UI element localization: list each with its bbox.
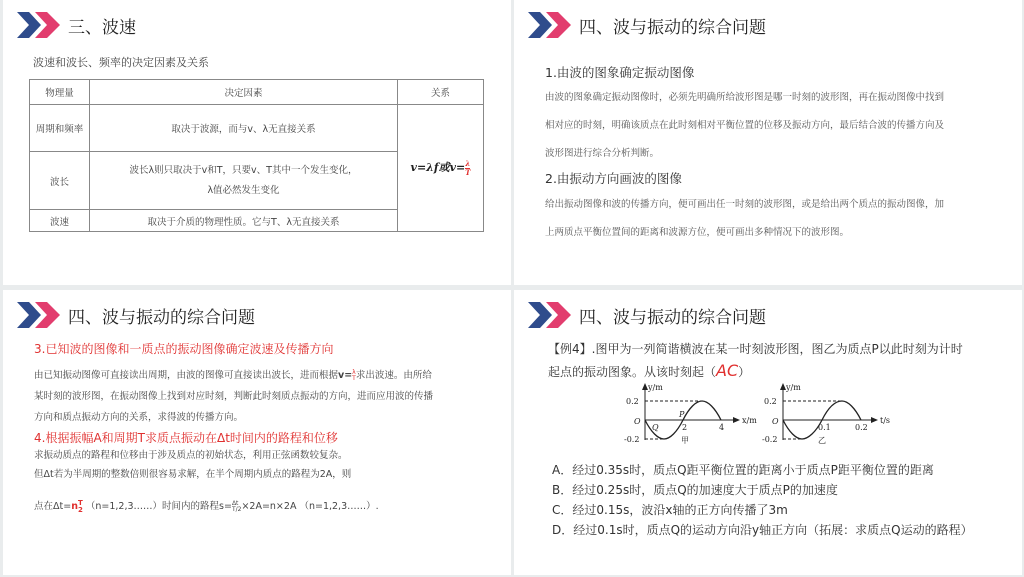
- svg-text:Q: Q: [652, 423, 659, 432]
- svg-text:乙: 乙: [818, 436, 826, 444]
- svg-text:0.2: 0.2: [855, 423, 868, 432]
- table-cell: 取决于介质的物理性质。它与T、λ无直接关系: [90, 210, 398, 232]
- option-c: C．经过0.15s，波沿x轴的正方向传播了3m: [552, 503, 788, 517]
- slide-title: 四、波与振动的综合问题: [579, 18, 766, 38]
- slide-wave-speed: [3, 0, 511, 285]
- vibration-graph-yi: [762, 382, 902, 444]
- svg-text:P: P: [679, 410, 685, 419]
- svg-text:0.1: 0.1: [818, 423, 831, 432]
- answer-options: [552, 460, 973, 540]
- table-cell: 波长λ则只取决于v和T，只要v、T其中一个发生变化， λ值必然发生变化: [90, 152, 398, 210]
- svg-text:0.2: 0.2: [626, 397, 639, 406]
- svg-text:y/m: y/m: [648, 383, 663, 392]
- header-relation: 关系: [398, 80, 484, 105]
- svg-text:2: 2: [682, 423, 688, 432]
- table-cell: 波速: [30, 210, 90, 232]
- table-cell: 取决于波源，而与v、λ无直接关系: [90, 105, 398, 152]
- wave-graph-jia: [624, 382, 774, 444]
- slide-title: 三、波速: [68, 18, 136, 38]
- paragraph-3: 由已知振动图像可直接读出周期，由波的图像可直接读出波长，进而根据v= λ T 求出波速。由所给 某时刻的波形图，在振动图像上找到对应时刻，判断此时刻质点振动的方向，进而应用波的传播 方向和质点振动方向的关系，求得波的传播方向。: [34, 368, 434, 423]
- option-a: A．经过0.35s时，质点Q距平衡位置的距离小于质点P距平衡位置的距离: [552, 463, 934, 477]
- svg-text:O: O: [772, 417, 779, 426]
- svg-text:甲: 甲: [681, 436, 689, 444]
- svg-text:x/m: x/m: [742, 416, 757, 425]
- option-d: D．经过0.1s时，质点Q的运动方向沿y轴正方向（拓展：求质点Q运动的路程）: [552, 523, 973, 537]
- paragraph-1: 由波的图象确定振动图像时，必须先明确所给波形图是哪一时刻的波形图，再在振动图像中找到 相对应的时刻，明确该质点在此时刻相对平衡位置的位移及振动方向，最后结合波的传播方向及 波形图进行综合分析判断。: [545, 92, 945, 159]
- heading-2: 2.由振动方向画波的图像: [545, 171, 682, 186]
- heading-1: 1.由波的图象确定振动图像: [545, 65, 695, 80]
- relation-formula: v=λf或v= $\frac{\lambda}{T}$: [398, 105, 484, 232]
- svg-text:-0.2: -0.2: [624, 435, 640, 444]
- paragraph-2: 给出振动图像和波的传播方向，便可画出任一时刻的波形图，或是给出两个质点的振动图像，加 上两质点平衡位置间的距离和波源方位，便可画出多种情况下的波形图。: [545, 199, 945, 238]
- table-cell: 周期和频率: [30, 105, 90, 152]
- slide-title: 四、波与振动的综合问题: [579, 308, 766, 328]
- slide-wave-vibration-1: [514, 0, 1022, 285]
- heading-3: 3.已知波的图像和一质点的振动图像确定波速及传播方向: [34, 342, 334, 356]
- header-factor: 决定因素: [90, 80, 398, 105]
- chevron-logo-icon: [17, 302, 61, 328]
- wave-table: [29, 79, 484, 232]
- chevron-logo-icon: [528, 302, 572, 328]
- slide-example-4: [514, 290, 1022, 575]
- chevron-logo-icon: [528, 12, 572, 38]
- svg-text:y/m: y/m: [786, 383, 801, 392]
- header-quantity: 物理量: [30, 80, 90, 105]
- slide-wave-vibration-2: [3, 290, 511, 575]
- paragraph-4: 求振动质点的路程和位移由于涉及质点的初始状态，利用正弦函数较复杂。 但Δt若为半周期的整数倍则很容易求解，在半个周期内质点的路程为2A，则: [34, 450, 352, 480]
- answer: AC: [716, 361, 739, 380]
- slide-title: 四、波与振动的综合问题: [68, 308, 255, 328]
- option-b: B．经过0.25s时，质点Q的加速度大于质点P的加速度: [552, 483, 838, 497]
- chevron-logo-icon: [17, 12, 61, 38]
- question-text: 【例4】.图甲为一列简谐横波在某一时刻波形图，图乙为质点P以此时刻为计时 起点的振动图象。从该时刻起（AC）: [548, 342, 963, 380]
- svg-text:4: 4: [719, 423, 725, 432]
- svg-text:0.2: 0.2: [764, 397, 777, 406]
- path-formula: 点在Δt=n T 2 （n=1,2,3……）时间内的路程s= Δt T/2 ×2A=n×2A （n=1,2,3……）.: [34, 498, 379, 514]
- table-cell: 波长: [30, 152, 90, 210]
- heading-4: 4.根据振幅A和周期T求质点振动在Δt时间内的路程和位移: [34, 431, 338, 445]
- svg-text:t/s: t/s: [880, 416, 891, 425]
- svg-text:O: O: [634, 417, 641, 426]
- svg-text:-0.2: -0.2: [762, 435, 778, 444]
- subtitle: 波速和波长、频率的决定因素及关系: [33, 56, 209, 69]
